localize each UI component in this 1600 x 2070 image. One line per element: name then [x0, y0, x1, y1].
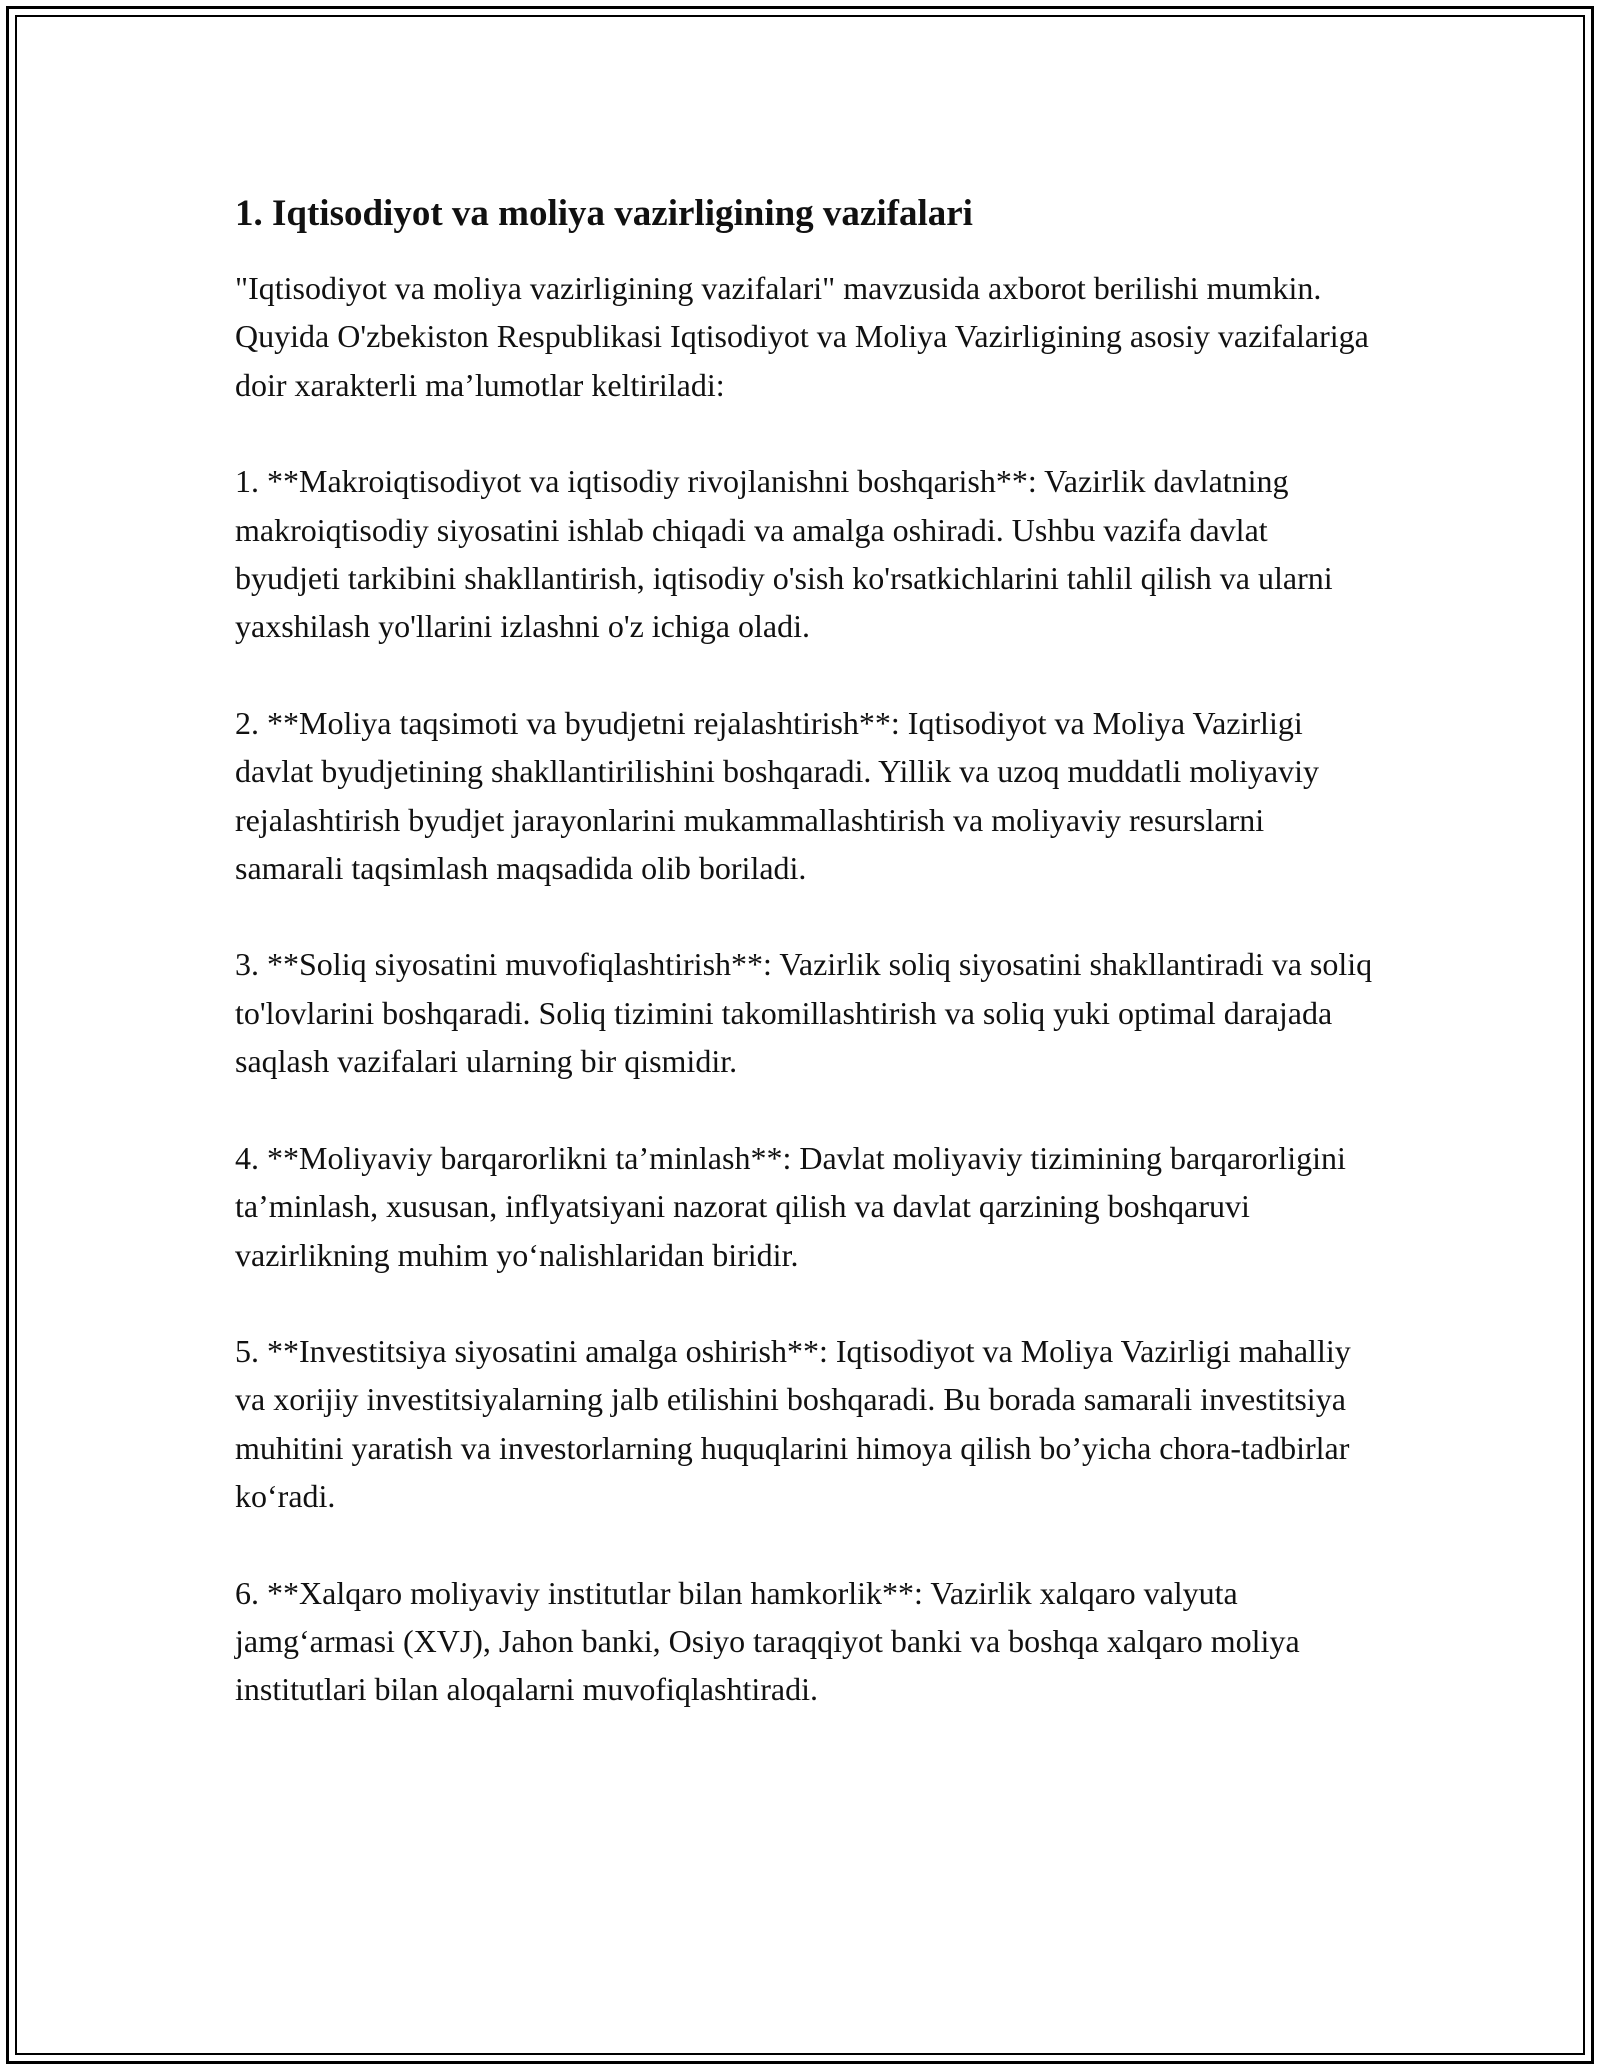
intro-paragraph: "Iqtisodiyot va moliya vazirligining vazifalari" mavzusida axborot berilishi mumkin. Quyida O'zbekiston Respublikasi Iqtisodiyot va Moliya Vazirligining asosiy vazifalariga doir xarakterli ma’lumotlar keltiriladi:	[235, 270, 1369, 403]
paragraph-item-3: 3. **Soliq siyosatini muvofiqlashtirish**: Vazirlik soliq siyosatini shakllantiradi va soliq to'lovlarini boshqaradi. Soliq tizimini takomillashtirish va soliq yuki optimal darajada saqlash vazifalari ularning bir qismidir.	[235, 946, 1373, 1080]
document-body	[235, 186, 1380, 1714]
paragraph-item-5: 5. **Investitsiya siyosatini amalga oshirish**: Iqtisodiyot va Moliya Vazirligi mahalliy va xorijiy investitsiyalarning jalb etilishini boshqaradi. Bu borada samarali investitsiya muhitini yaratish va investorlarning huquqlarini himoya qilish bo’yicha chora-tadbirlar ko‘radi.	[235, 1332, 1351, 1515]
paragraph-item-1: 1. **Makroiqtisodiyot va iqtisodiy rivojlanishni boshqarish**: Vazirlik davlatning makroiqtisodiy siyosatini ishlab chiqadi va amalga oshiradi. Ushbu vazifa davlat byudjeti tarkibini shakllantirish, iqtisodiy o'sish ko'rsatkichlarini tahlil qilish va ularni yaxshilash yo'llarini izlashni o'z ichiga oladi.	[235, 463, 1333, 645]
document-title: 1. Iqtisodiyot va moliya vazirligining vazifalari	[235, 193, 973, 234]
paragraph-item-2: 2. **Moliya taqsimoti va byudjetni rejalashtirish**: Iqtisodiyot va Moliya Vazirligi davlat byudjetining shakllantirilishini boshqaradi. Yillik va uzoq muddatli moliyaviy rejalashtirish byudjet jarayonlarini mukammallashtirish va moliyaviy resurslarni samarali taqsimlash maqsadida olib boriladi.	[235, 704, 1319, 887]
paragraph-item-4: 4. **Moliyaviy barqarorlikni ta’minlash**: Davlat moliyaviy tizimining barqarorligini ta’minlash, xususan, inflyatsiyani nazorat qilish va davlat qarzining boshqaruvi vazirlikning muhim yo‘nalishlaridan biridir.	[235, 1139, 1346, 1273]
paragraph-item-6: 6. **Xalqaro moliyaviy institutlar bilan hamkorlik**: Vazirlik xalqaro valyuta jamg‘armasi (XVJ), Jahon banki, Osiyo taraqqiyot banki va boshqa xalqaro moliya institutlari bilan aloqalarni muvofiqlashtiradi.	[235, 1574, 1300, 1708]
